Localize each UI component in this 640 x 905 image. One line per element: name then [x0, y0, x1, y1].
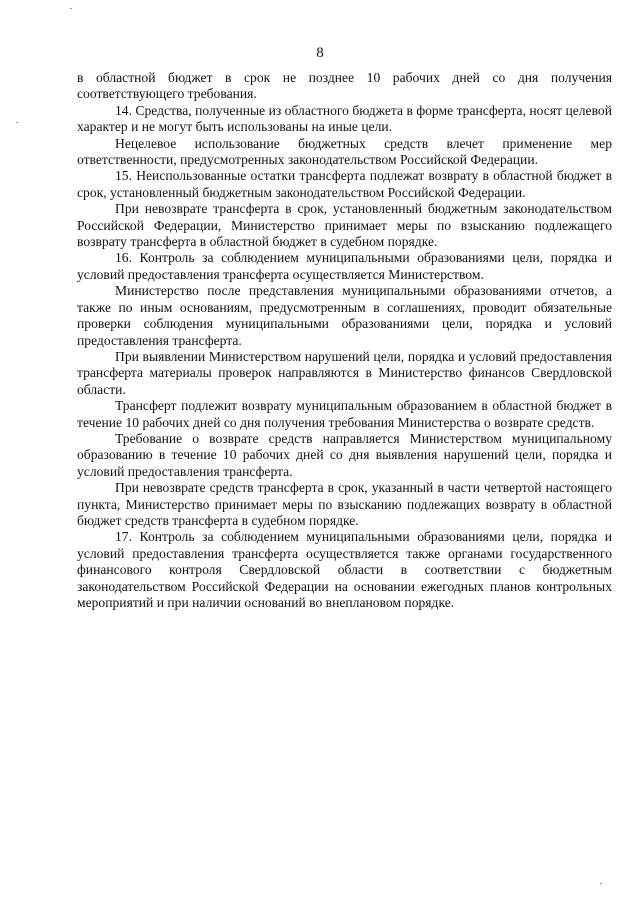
scan-speck	[70, 8, 72, 9]
scan-speck	[600, 883, 602, 884]
paragraph-non-return-recovery: При невозврате трансферта в срок, установленный бюджетным законодательством Российской Федерации, Министерство принимает меры по взысканию подлежащего возврату трансферта в областной бюджет в судебном порядке.	[77, 201, 612, 250]
paragraph-item-15: 15. Неиспользованные остатки трансферта подлежат возврату в областной бюджет в срок, установленный бюджетным законодательством Российской Федерации.	[77, 168, 612, 200]
paragraph-return-requirement: Требование о возврате средств направляется Министерством муниципальному образованию в течение 10 рабочих дней со дня выявления нарушений цели, порядка и условий предоставления трансферта.	[77, 430, 612, 479]
paragraph-court-recovery: При невозврате средств трансферта в срок, указанный в части четвертой настоящего пункта, Министерство принимает меры по взысканию подлежащих возврату в областной бюджет средств трансферта в судебном порядке.	[77, 480, 612, 528]
paragraph-continuation: в областной бюджет в срок не позднее 10 рабочих дней со дня получения соответствующего требования.	[77, 70, 612, 102]
document-body	[77, 70, 612, 611]
scan-speck	[16, 122, 18, 123]
paragraph-mandatory-checks: Министерство после представления муниципальными образованиями отчетов, а также по иным основаниям, предусмотренным в соглашениях, проводит обязательные проверки соблюдения муниципальными образованиями цели, порядка и условий предоставления трансферта.	[77, 283, 612, 348]
page-number: 8	[316, 45, 324, 61]
paragraph-transfer-return: Трансферт подлежит возврату муниципальным образованием в областной бюджет в течение 10 рабочих дней со дня получения требования Министерства о возврате средств.	[77, 398, 612, 430]
paragraph-misuse-liability: Нецелевое использование бюджетных средств влечет применение мер ответственности, предусмотренных законодательством Российской Федерации.	[77, 135, 612, 168]
paragraph-item-14: 14. Средства, полученные из областного бюджета в форме трансферта, носят целевой характер и не могут быть использованы на иные цели.	[77, 102, 612, 135]
paragraph-item-16: 16. Контроль за соблюдением муниципальными образованиями цели, порядка и условий предоставления трансферта осуществляется Министерством.	[77, 250, 612, 282]
paragraph-violation-materials: При выявлении Министерством нарушений цели, порядка и условий предоставления трансферта материалы проверок направляются в Министерство финансов Свердловской области.	[77, 348, 612, 397]
paragraph-item-17: 17. Контроль за соблюдением муниципальными образованиями цели, порядка и условий предоставления трансферта осуществляется также органами государственного финансового контроля Свердловской области в соответствии с бюджетным законодательством Российской Федерации на основании ежегодных планов контрольных мероприятий и при наличии оснований во внеплановом порядке.	[77, 529, 612, 610]
